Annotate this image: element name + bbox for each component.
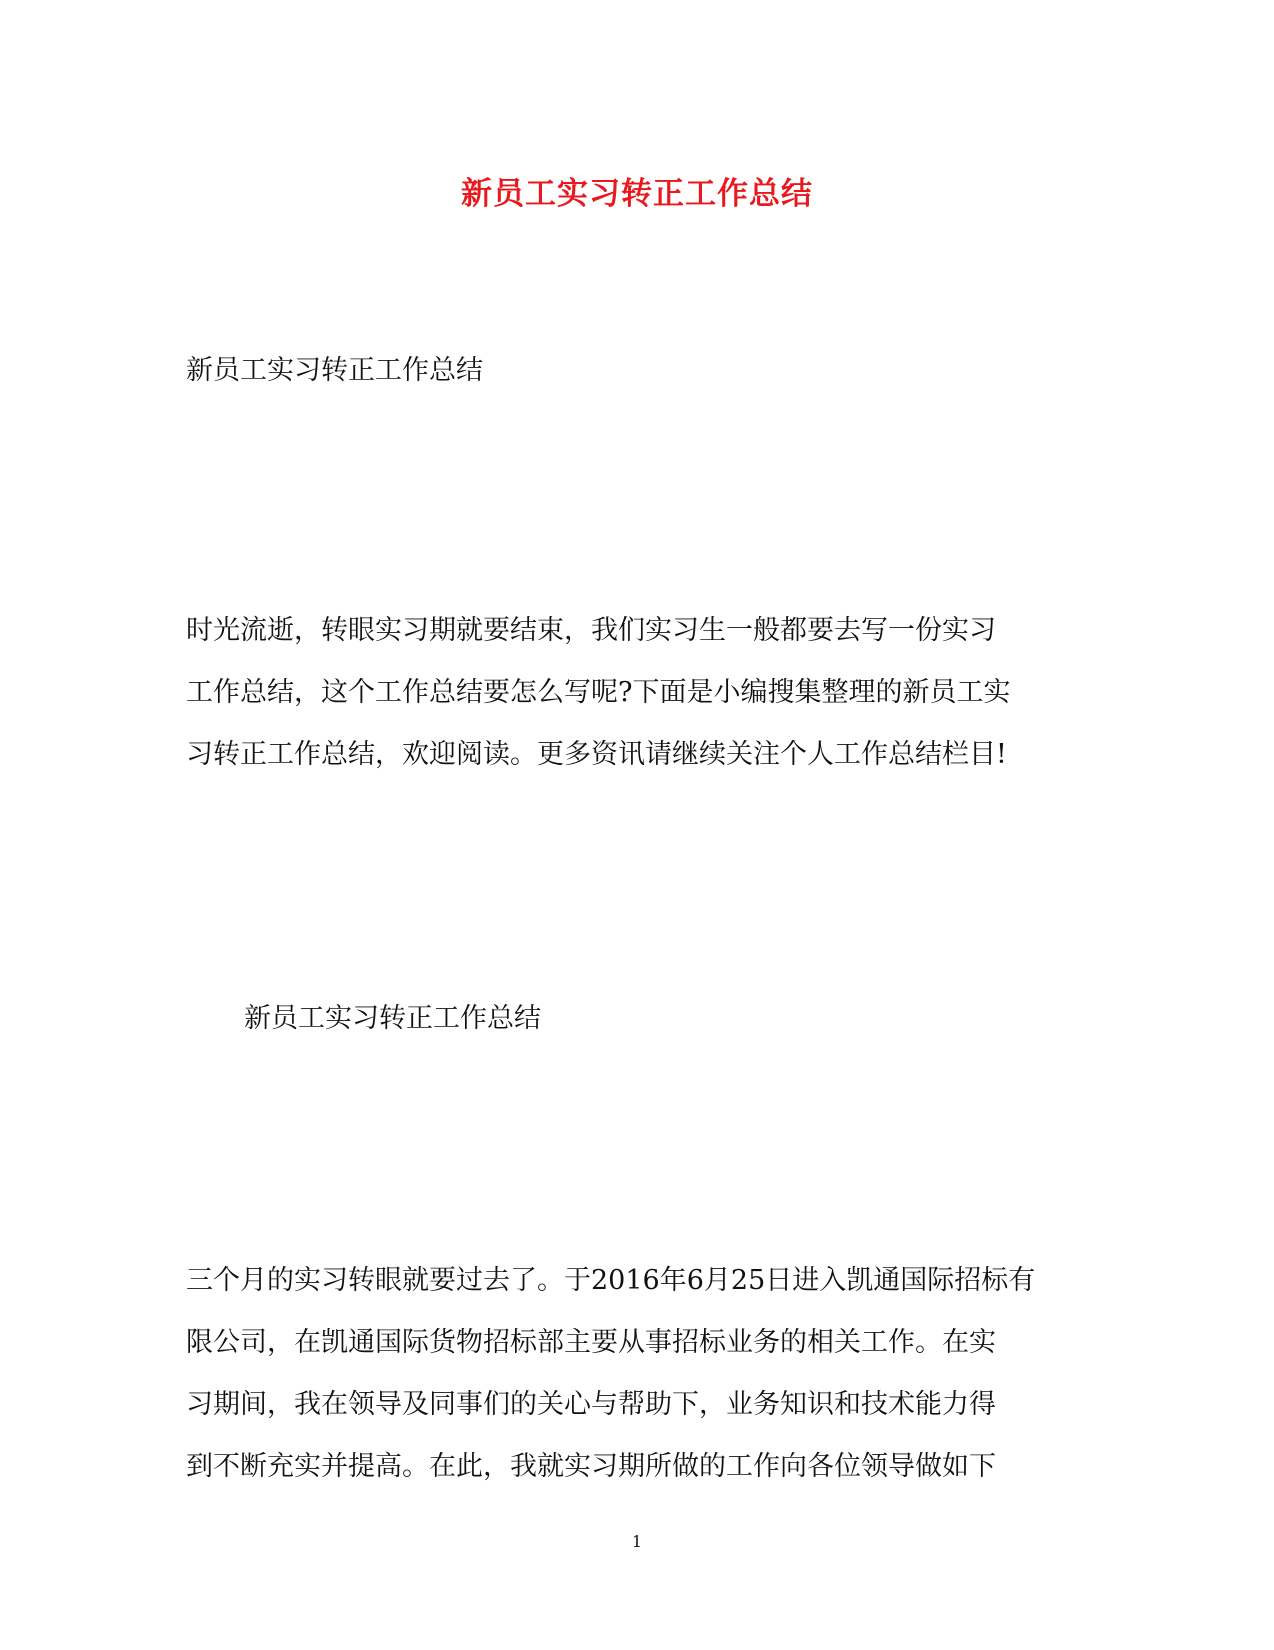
page-number: 1 <box>631 1532 643 1551</box>
paragraph-line: 三个月的实习转眼就要过去了。于2016年6月25日进入凯通国际招标有 <box>186 1265 1036 1296</box>
paragraph-line: 时光流逝，转眼实习期就要结束，我们实习生一般都要去写一份实习 <box>186 615 996 646</box>
subsection-heading: 新员工实习转正工作总结 <box>244 1003 541 1034</box>
intro-paragraph <box>186 600 1086 786</box>
body-paragraph <box>186 1250 1086 1498</box>
document-title: 新员工实习转正工作总结 <box>461 176 813 212</box>
paragraph-line: 工作总结，这个工作总结要怎么写呢?下面是小编搜集整理的新员工实 <box>186 677 1011 708</box>
paragraph-line: 习期间，我在领导及同事们的关心与帮助下，业务知识和技术能力得 <box>186 1389 996 1420</box>
section-heading: 新员工实习转正工作总结 <box>186 355 483 386</box>
paragraph-line: 到不断充实并提高。在此，我就实习期所做的工作向各位领导做如下 <box>186 1451 996 1482</box>
paragraph-line: 限公司，在凯通国际货物招标部主要从事招标业务的相关工作。在实 <box>186 1327 996 1358</box>
paragraph-line: 习转正工作总结，欢迎阅读。更多资讯请继续关注个人工作总结栏目! <box>186 739 1007 770</box>
